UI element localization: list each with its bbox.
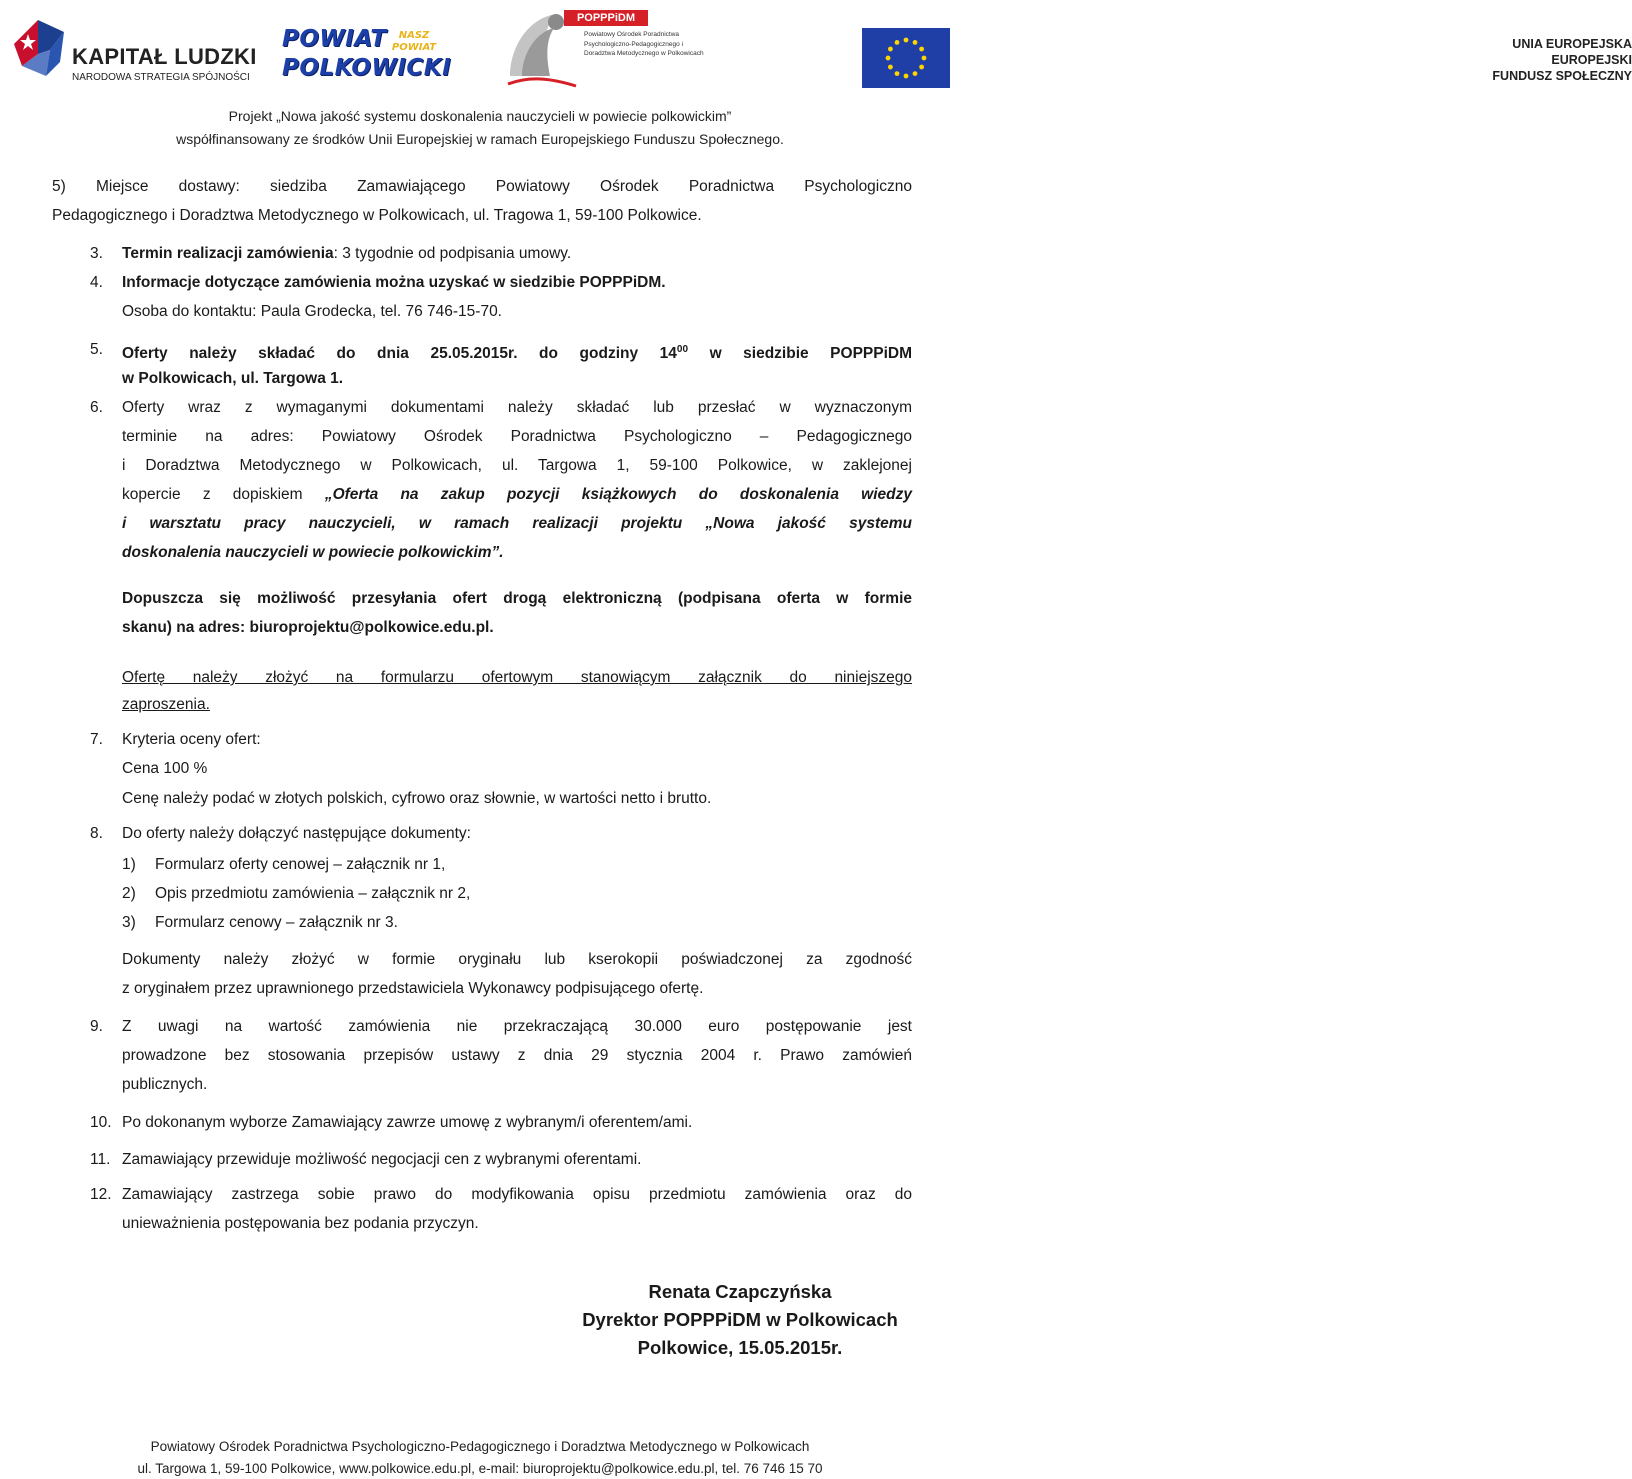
item-7-line3: Cenę należy podać w złotych polskich, cyfrowo oraz słownie, w wartości netto i brutto. [122, 790, 712, 807]
item-5-number: 5. [90, 341, 103, 358]
item-9-line2: prowadzone bez stosowania przepisów ustawy z dnia 29 stycznia 2004 r. Prawo zamówień [122, 1047, 912, 1064]
powiat-polkowicki-logo [280, 24, 452, 86]
signature-date: Polkowice, 15.05.2015r. [637, 1337, 843, 1358]
item-3-number: 3. [90, 245, 103, 262]
eu-flag-icon [862, 28, 950, 88]
item-7-line2: Cena 100 % [122, 760, 208, 777]
footer-contact: ul. Targowa 1, 59-100 Polkowice, www.polkowice.edu.pl, e-mail: biuroprojektu@polkowice.edu.pl, tel. 76 746 15 70 [137, 1461, 823, 1476]
item-12-number: 12. [90, 1186, 112, 1203]
kapital-ludzki-logo [10, 14, 257, 86]
item-8-sub-3-number: 3) [122, 914, 136, 931]
item-8-doc-line2: z oryginałem przez uprawnionego przedstawiciela Wykonawcy podpisującego ofertę. [122, 980, 704, 997]
item-11-text: Zamawiający przewiduje możliwość negocjacji cen z wybranymi oferentami. [122, 1151, 642, 1168]
email-offer-line2: skanu) na adres: biuroprojektu@polkowice.edu.pl. [122, 619, 494, 636]
item-4-contact: Osoba do kontaktu: Paula Grodecka, tel. 76 746-15-70. [122, 303, 502, 320]
poppp-badge: POPPPiDM [564, 10, 648, 26]
ue-text [842, 36, 1632, 84]
email-offer-line1: Dopuszcza się możliwość przesyłania ofert drogą elektroniczną (podpisana oferta w formie [122, 590, 912, 607]
item-7-line1: Kryteria oceny ofert: [122, 731, 261, 748]
kapital-ludzki-name: KAPITAŁ LUDZKI [72, 44, 257, 69]
powiat-text: POWIAT [282, 26, 387, 52]
item-6-line6: doskonalenia nauczycieli w powiecie polkowickim”. [122, 544, 504, 561]
project-funding-line: współfinansowany ze środków Unii Europejskiej w ramach Europejskiego Funduszu Społecznego. [176, 131, 784, 147]
item-5-hour-sup: 00 [676, 344, 689, 355]
item-10-text: Po dokonanym wyborze Zamawiający zawrze umowę z wybranym/i oferentem/ami. [122, 1114, 693, 1131]
form-note-line1: Ofertę należy złożyć na formularzu ofertowym stanowiącym załącznik do niniejszego [122, 669, 912, 686]
poppp-logo [500, 6, 704, 92]
item-8-line1: Do oferty należy dołączyć następujące dokumenty: [122, 825, 471, 842]
ue-line3: FUNDUSZ SPOŁECZNY [1492, 69, 1632, 83]
ue-line2: EUROPEJSKI [1551, 53, 1632, 67]
footer-institution: Powiatowy Ośrodek Poradnictwa Psychologiczno-Pedagogicznego i Doradztwa Metodycznego w Polkowicach [150, 1439, 810, 1454]
item-6-line3: i Doradztwa Metodycznego w Polkowicach, ul. Targowa 1, 59-100 Polkowice, w zaklejonej [122, 457, 912, 474]
item-10-number: 10. [90, 1114, 112, 1131]
item-8-doc-line1: Dokumenty należy złożyć w formie oryginału lub kserokopii poświadczonej za zgodność [122, 951, 912, 968]
form-note-line2: zaproszenia. [122, 696, 210, 713]
nasz-powiat-tag: NASZ POWIAT [391, 30, 437, 53]
item-8-sub-1-number: 1) [122, 856, 136, 873]
item-6-line1: Oferty wraz z wymaganymi dokumentami należy składać lub przesłać w wyznaczonym [122, 399, 912, 416]
item-8-sub-2-text: Opis przedmiotu zamówienia – załącznik nr 2, [155, 885, 471, 902]
item-8-sub-1-text: Formularz oferty cenowej – załącznik nr 1, [155, 856, 446, 873]
item-12-line1: Zamawiający zastrzega sobie prawo do modyfikowania opisu przedmiotu zamówienia oraz do [122, 1186, 912, 1203]
item-4-number: 4. [90, 274, 103, 291]
item-5-deadline: Oferty należy składać do dnia 25.05.2015r. do godziny 14 [122, 345, 677, 363]
item-11-number: 11. [90, 1151, 111, 1168]
item-3-rest: : 3 tygodnie od podpisania umowy. [333, 245, 572, 262]
item-9-line3: publicznych. [122, 1076, 208, 1093]
project-title-line: Projekt „Nowa jakość systemu doskonalenia nauczycieli w powiecie polkowickim” [228, 108, 732, 124]
ue-logo [720, 28, 1632, 88]
item-8-sub-3-text: Formularz cenowy – załącznik nr 3. [155, 914, 398, 931]
item-6-number: 6. [90, 399, 103, 416]
polkowicki-text: POLKOWICKI [282, 55, 452, 81]
item-6-annotation-start: „Oferta na zakup pozycji książkowych do doskonalenia wiedzy [324, 486, 912, 503]
poppp-full-name: Powiatowy Ośrodek Poradnictwa Psychologiczno-Pedagogicznego i Doradztwa Metodycznego w Polkowicach [584, 31, 704, 57]
item-9-line1: Z uwagi na wartość zamówienia nie przekraczającą 30.000 euro postępowanie jest [122, 1018, 912, 1035]
item-8-sub-2-number: 2) [122, 885, 136, 902]
item-12-line2: unieważnienia postępowania bez podania przyczyn. [122, 1215, 479, 1232]
item-3-text [122, 239, 912, 268]
signatory-title: Dyrektor POPPPiDM w Polkowicach [582, 1309, 898, 1330]
kapital-ludzki-emblem-icon [10, 14, 68, 80]
kapital-ludzki-sub: NARODOWA STRATEGIA SPÓJNOŚCI [72, 72, 250, 83]
item-6-line5: i warsztatu pracy nauczycieli, w ramach realizacji projektu „Nowa jakość systemu [122, 515, 912, 532]
ue-line1: UNIA EUROPEJSKA [1512, 37, 1632, 51]
item-8-number: 8. [90, 825, 103, 842]
delivery-place-line2: Pedagogicznego i Doradztwa Metodycznego w Polkowicach, ul. Tragowa 1, 59-100 Polkowice. [52, 207, 702, 224]
item-4-line1: Informacje dotyczące zamówienia można uzyskać w siedzibie POPPPiDM. [122, 274, 666, 291]
item-5-place: w siedzibie POPPPiDM [688, 345, 913, 363]
item-6-line4 [122, 480, 912, 509]
item-9-number: 9. [90, 1018, 103, 1035]
item-7-number: 7. [90, 731, 103, 748]
item-5-line2: w Polkowicach, ul. Targowa 1. [122, 370, 344, 387]
delivery-place-line1: 5) Miejsce dostawy: siedziba Zamawiającego Powiatowy Ośrodek Poradnictwa Psychologiczno [52, 178, 912, 195]
item-6-envelope-text: kopercie z dopiskiem [122, 486, 325, 503]
signatory-name: Renata Czapczyńska [648, 1281, 832, 1302]
item-6-line2: terminie na adres: Powiatowy Ośrodek Poradnictwa Psychologiczno – Pedagogicznego [122, 428, 912, 445]
item-3-label: Termin realizacji zamówienia [122, 245, 334, 262]
